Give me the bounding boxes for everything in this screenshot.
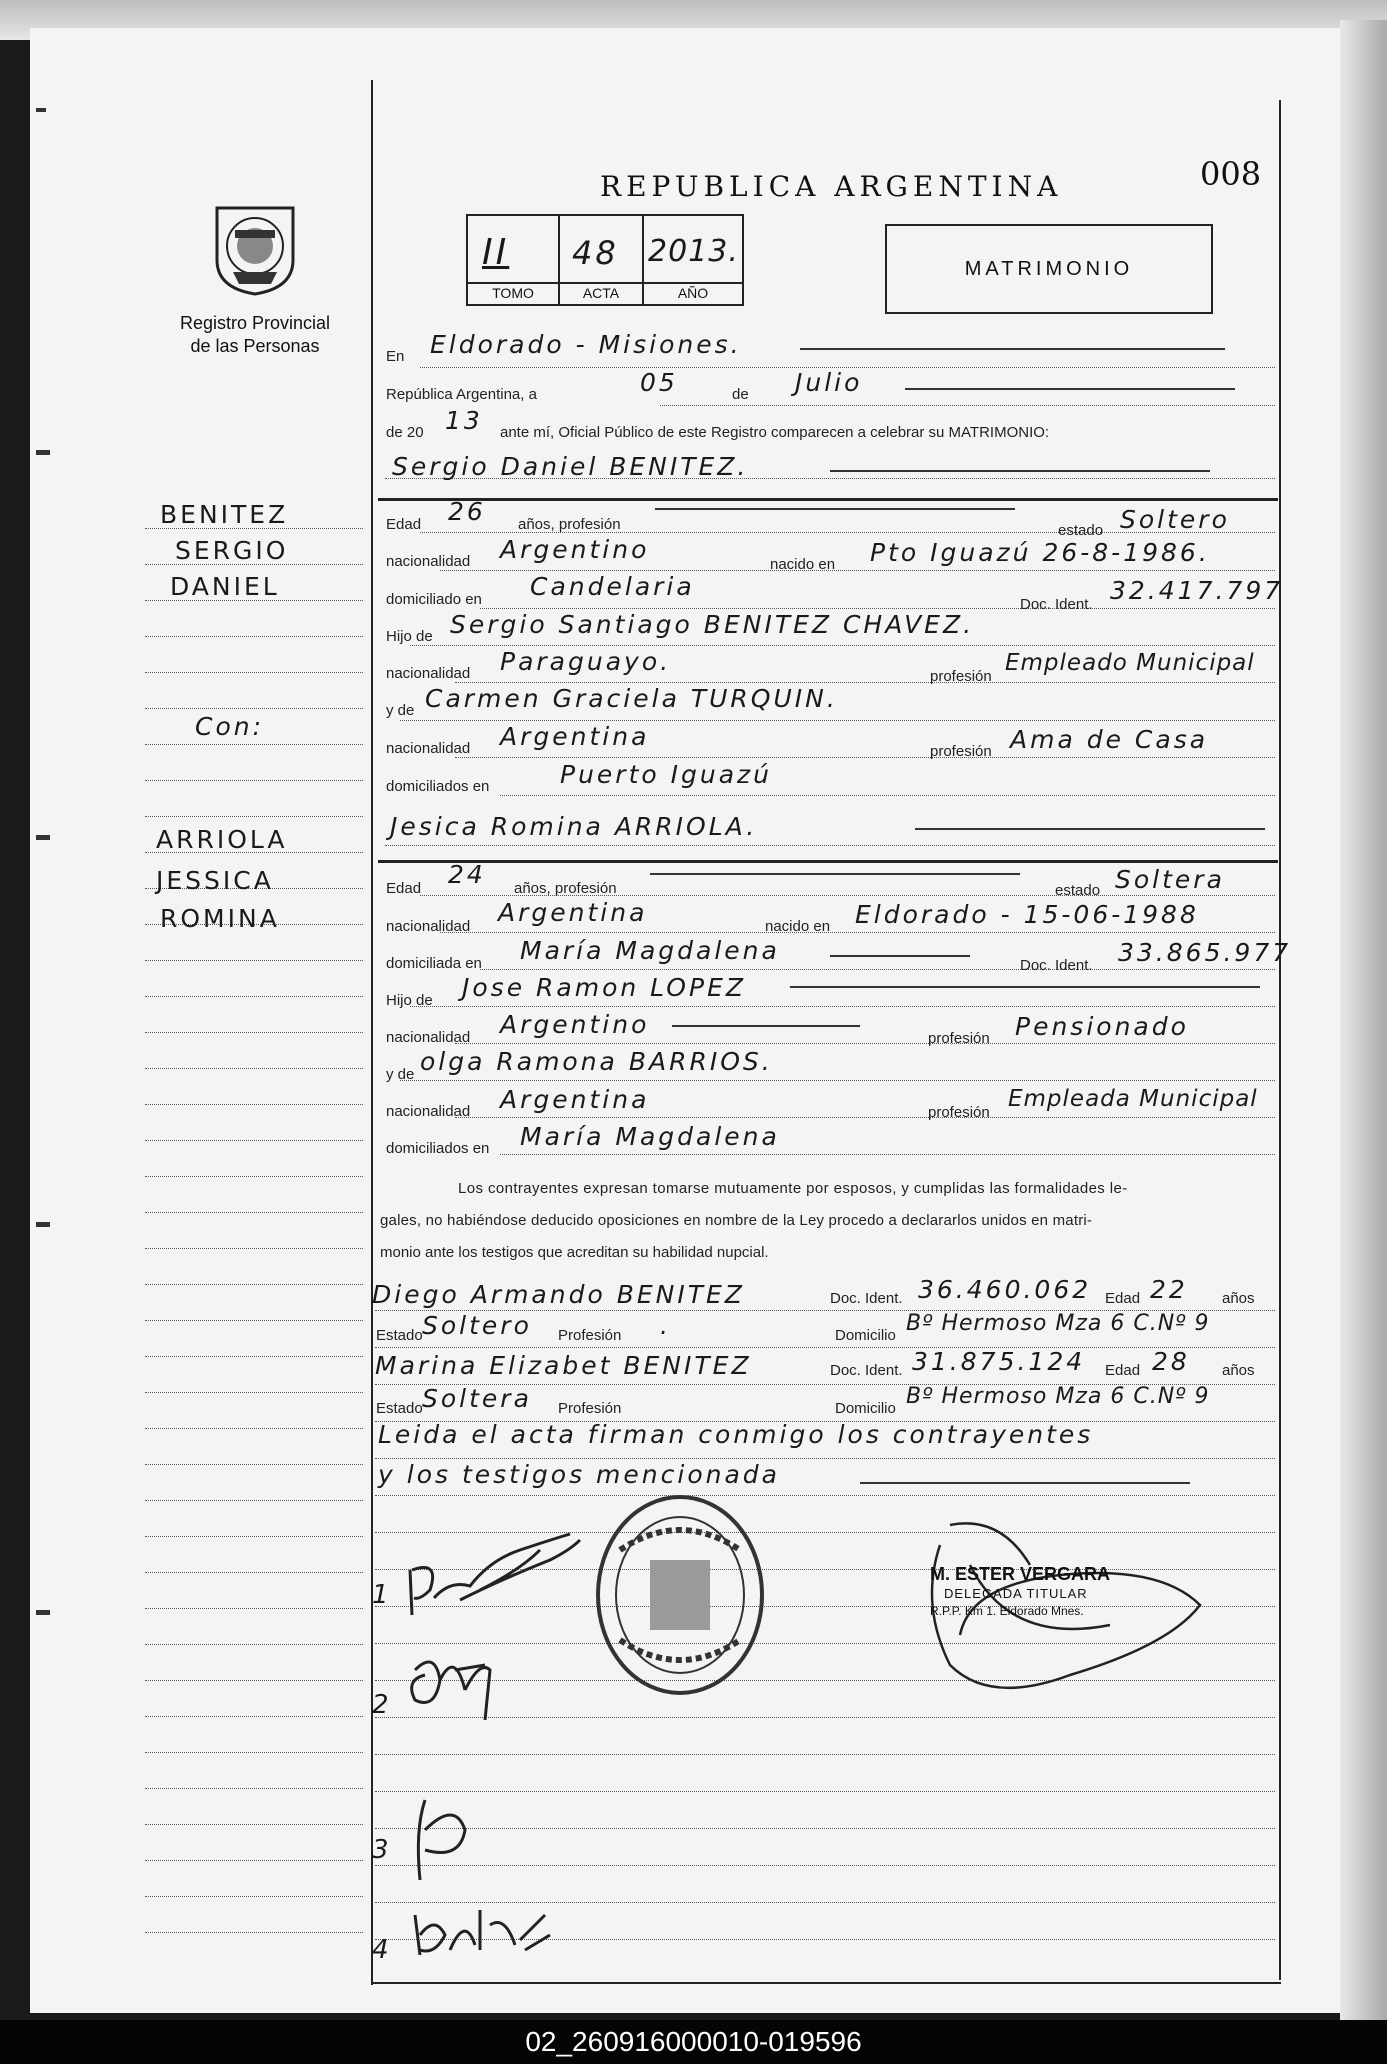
margin-rule xyxy=(145,1824,363,1825)
margin-rule xyxy=(145,1212,363,1213)
groom-doc: 32.417.797 xyxy=(1110,576,1284,605)
bride-father-nac: Argentino xyxy=(500,1010,650,1039)
bride-nacionalidad: Argentina xyxy=(498,898,648,927)
witness1-doc-label: Doc. Ident. xyxy=(830,1290,903,1307)
binding-mark xyxy=(36,450,50,455)
groom-father-prof-label: profesión xyxy=(930,668,992,685)
groom-mother: Carmen Graciela TURQUIN. xyxy=(425,684,838,713)
margin-rule xyxy=(145,1752,363,1753)
margin-rule xyxy=(145,1500,363,1501)
stamp-name: M. ESTER VERGARA xyxy=(930,1564,1111,1584)
signature-mark: 1 xyxy=(372,1580,392,1610)
bride-mother: olga Ramona BARRIOS. xyxy=(420,1047,773,1076)
tomo-label: TOMO xyxy=(492,285,534,301)
document-type-box xyxy=(885,224,1213,314)
margin-rule xyxy=(145,1860,363,1861)
margin-groom-name1: SERGIO xyxy=(175,536,289,565)
margin-rule xyxy=(145,1464,363,1465)
body-rule xyxy=(400,720,1275,721)
bottom-border-line xyxy=(371,1982,1281,1984)
witness1-domicilio-label: Domicilio xyxy=(835,1327,896,1344)
margin-groom-name2: DANIEL xyxy=(170,572,280,601)
margin-rule xyxy=(145,1068,363,1069)
margin-rule xyxy=(145,636,363,637)
year-suffix: 13 xyxy=(445,406,483,435)
margin-rule xyxy=(145,1608,363,1609)
margin-rule xyxy=(145,1644,363,1645)
bride-hijo-label: Hijo de xyxy=(386,992,433,1009)
bride-domiciliada-label: domiciliada en xyxy=(386,955,482,972)
margin-rule xyxy=(145,1032,363,1033)
fill-stroke xyxy=(830,470,1210,472)
body-rule xyxy=(480,608,1275,609)
closing-line2: y los testigos mencionada xyxy=(378,1460,780,1489)
signature-mark: 2 xyxy=(372,1690,392,1720)
margin-rule xyxy=(145,1788,363,1789)
margin-rule xyxy=(145,1680,363,1681)
fill-stroke xyxy=(800,348,1225,350)
bride-nacido: Eldorado - 15-06-1988 xyxy=(855,900,1199,929)
bride-anios-profesion-label: años, profesión xyxy=(514,880,617,897)
tomo-value: II xyxy=(482,232,510,273)
scan-identifier: 02_260916000010-019596 xyxy=(0,2020,1387,2064)
body-rule xyxy=(375,1754,1275,1755)
body-rule xyxy=(400,1080,1275,1081)
witness1-estado-label: Estado xyxy=(376,1327,423,1344)
witness1-edad-label: Edad xyxy=(1105,1290,1141,1307)
margin-rule xyxy=(145,744,363,745)
stamp-title: DELEGADA TITULAR xyxy=(944,1586,1088,1601)
groom-hijo-label: Hijo de xyxy=(386,628,433,645)
groom-yde-label: y de xyxy=(386,702,415,719)
groom-father-nac: Paraguayo. xyxy=(500,647,672,676)
witness2-edad-label: Edad xyxy=(1105,1362,1141,1379)
groom-father-prof: Empleado Municipal xyxy=(1005,650,1255,676)
margin-rule xyxy=(145,1248,363,1249)
margin-rule xyxy=(145,1932,363,1933)
stamp-office: R.P.P. Km 1. Eldorado Mnes. xyxy=(930,1604,1084,1618)
margin-rule xyxy=(145,672,363,673)
registry-name-line1: Registro Provincial xyxy=(179,313,331,333)
margin-groom-surname: BENITEZ xyxy=(160,500,289,529)
declaration-line3: monio ante los testigos que acreditan su habilidad nupcial. xyxy=(380,1244,769,1261)
right-border-line xyxy=(1279,100,1281,1980)
book-page-edge xyxy=(1340,20,1387,2020)
witness1-anios-label: años xyxy=(1222,1290,1255,1307)
margin-con: Con: xyxy=(195,712,265,741)
registry-name-line2: de las Personas xyxy=(190,336,320,356)
signature-icon xyxy=(395,1895,565,1965)
page-number: 008 xyxy=(1200,155,1262,193)
bride-nacido-label: nacido en xyxy=(765,918,831,935)
signature-icon xyxy=(395,1640,515,1730)
bride-parents-dom-label: domiciliados en xyxy=(386,1140,490,1157)
bride-estado: Soltera xyxy=(1115,865,1225,894)
witness1-name: Diego Armando BENITEZ xyxy=(372,1280,745,1309)
en-label: En xyxy=(386,348,405,365)
body-rule xyxy=(455,1043,1275,1044)
binding-mark xyxy=(36,1222,50,1227)
appearance-text: ante mí, Oficial Público de este Registro comparecen a celebrar su MATRIMONIO: xyxy=(500,424,1050,441)
binding-mark xyxy=(36,835,50,840)
witness2-estado: Soltera xyxy=(422,1384,532,1413)
margin-rule xyxy=(145,816,363,817)
body-rule xyxy=(375,1458,1275,1459)
de-label: de xyxy=(732,386,749,403)
body-rule xyxy=(410,1006,1275,1007)
margin-rule xyxy=(145,1572,363,1573)
witness1-domicilio: Bº Hermoso Mza 6 C.Nº 9 xyxy=(906,1311,1210,1336)
anio-label: AÑO xyxy=(677,285,709,301)
body-rule xyxy=(375,1347,1275,1348)
bride-doc: 33.865.977 xyxy=(1118,938,1292,967)
groom-mother-prof-label: profesión xyxy=(930,743,992,760)
margin-rule xyxy=(145,1284,363,1285)
fill-stroke xyxy=(830,955,970,957)
groom-nacionalidad-label: nacionalidad xyxy=(386,553,471,570)
bride-father-prof-label: profesión xyxy=(928,1030,990,1047)
fill-stroke xyxy=(860,1482,1190,1484)
groom-parents-dom-label: domiciliados en xyxy=(386,778,490,795)
witness2-age: 28 xyxy=(1152,1347,1190,1376)
witness2-doc-label: Doc. Ident. xyxy=(830,1362,903,1379)
bride-edad-label: Edad xyxy=(386,880,422,897)
body-rule xyxy=(385,845,1275,846)
margin-rule xyxy=(145,960,363,961)
body-rule xyxy=(455,1117,1275,1118)
body-rule xyxy=(375,1495,1275,1496)
bride-estado-label: estado xyxy=(1055,882,1101,899)
fill-stroke xyxy=(672,1025,860,1027)
margin-rule xyxy=(145,1392,363,1393)
bride-yde-label: y de xyxy=(386,1066,415,1083)
groom-name: Sergio Daniel BENITEZ. xyxy=(392,452,749,481)
record-id-box xyxy=(466,214,744,306)
witness1-age: 22 xyxy=(1150,1275,1188,1304)
groom-mother-nac-label: nacionalidad xyxy=(386,740,471,757)
groom-estado: Soltero xyxy=(1120,505,1230,534)
official-seal-icon xyxy=(590,1490,770,1700)
bride-mother-prof: Empleada Municipal xyxy=(1008,1086,1258,1112)
witness1-profesion-label: Profesión xyxy=(558,1327,622,1344)
bride-father-prof: Pensionado xyxy=(1015,1012,1189,1041)
body-rule xyxy=(410,645,1275,646)
witness2-anios-label: años xyxy=(1222,1362,1255,1379)
margin-bride-name1: JESSICA xyxy=(156,866,274,895)
witness1-estado: Soltero xyxy=(422,1311,532,1340)
section-divider xyxy=(378,498,1278,501)
binding-mark xyxy=(36,108,46,112)
margin-rule xyxy=(145,1896,363,1897)
groom-domicilio: Candelaria xyxy=(530,572,695,601)
bride-nacionalidad-label: nacionalidad xyxy=(386,918,471,935)
declaration-line1: Los contrayentes expresan tomarse mutuamente por esposos, y cumplidas las formalidades le- xyxy=(458,1180,1128,1197)
signature-icon xyxy=(400,1520,590,1630)
margin-rule xyxy=(145,708,363,709)
bride-age: 24 xyxy=(448,860,486,889)
groom-age: 26 xyxy=(448,497,486,526)
bride-mother-nac: Argentina xyxy=(500,1085,650,1114)
witness1-profesion: . xyxy=(660,1311,671,1340)
margin-rule xyxy=(145,1536,363,1537)
groom-father: Sergio Santiago BENITEZ CHAVEZ. xyxy=(450,610,975,639)
fill-stroke xyxy=(915,828,1265,830)
body-rule xyxy=(500,1154,1275,1155)
margin-bride-surname: ARRIOLA xyxy=(156,825,288,854)
closing-line1: Leida el acta firman conmigo los contrayentes xyxy=(378,1420,1094,1449)
fill-stroke xyxy=(905,388,1235,390)
margin-rule xyxy=(145,780,363,781)
country-title: REPUBLICA ARGENTINA xyxy=(600,170,1063,203)
signature-mark: 4 xyxy=(372,1935,392,1965)
acta-label: ACTA xyxy=(582,285,620,301)
body-rule xyxy=(455,682,1275,683)
anio-value: 2013. xyxy=(648,234,739,269)
margin-rule xyxy=(145,1716,363,1717)
witness2-name: Marina Elizabet BENITEZ xyxy=(375,1351,752,1380)
groom-edad-label: Edad xyxy=(386,516,422,533)
province-logo xyxy=(213,200,297,296)
groom-doc-label: Doc. Ident. xyxy=(1020,596,1093,613)
republica-label: República Argentina, a xyxy=(386,386,537,403)
groom-nacido: Pto Iguazú 26-8-1986. xyxy=(870,538,1210,567)
witness2-domicilio-label: Domicilio xyxy=(835,1400,896,1417)
acta-value: 48 xyxy=(572,234,619,272)
body-rule xyxy=(500,795,1275,796)
groom-domiciliado-label: domiciliado en xyxy=(386,591,482,608)
margin-rule xyxy=(145,1320,363,1321)
body-rule xyxy=(440,932,1275,933)
document-type: MATRIMONIO xyxy=(964,258,1134,280)
witness2-domicilio: Bº Hermoso Mza 6 C.Nº 9 xyxy=(906,1384,1210,1409)
fill-stroke xyxy=(655,508,1015,510)
groom-estado-label: estado xyxy=(1058,522,1104,539)
witness2-doc: 31.875.124 xyxy=(912,1347,1086,1376)
bride-name: Jesica Romina ARRIOLA. xyxy=(390,812,758,841)
bride-mother-nac-label: nacionalidad xyxy=(386,1103,471,1120)
day-value: 05 xyxy=(640,368,678,397)
bride-domicilio: María Magdalena xyxy=(520,936,780,965)
place-value: Eldorado - Misiones. xyxy=(430,330,742,359)
margin-rule xyxy=(145,1428,363,1429)
bride-doc-label: Doc. Ident. xyxy=(1020,957,1093,974)
margin-rule xyxy=(145,1356,363,1357)
body-rule xyxy=(440,570,1275,571)
shield-icon xyxy=(213,200,297,296)
section-divider xyxy=(378,860,1278,863)
groom-nacido-label: nacido en xyxy=(770,556,836,573)
bride-father: Jose Ramon LOPEZ xyxy=(462,973,746,1002)
margin-bride-name2: ROMINA xyxy=(160,904,280,933)
binding-mark xyxy=(36,1610,50,1615)
witness1-doc: 36.460.062 xyxy=(918,1275,1092,1304)
witness2-estado-label: Estado xyxy=(376,1400,423,1417)
groom-mother-prof: Ama de Casa xyxy=(1010,725,1209,754)
body-rule xyxy=(480,969,1275,970)
margin-rule xyxy=(145,1176,363,1177)
witness2-profesion-label: Profesión xyxy=(558,1400,622,1417)
declaration-line2: gales, no habiéndose deducido oposiciones en nombre de la Ley procedo a declararlos unidos en matri- xyxy=(380,1212,1093,1229)
groom-parents-dom: Puerto Iguazú xyxy=(560,760,772,789)
groom-nacionalidad: Argentino xyxy=(500,535,650,564)
groom-anios-profesion-label: años, profesión xyxy=(518,516,621,533)
margin-rule xyxy=(145,996,363,997)
signature-icon xyxy=(395,1790,515,1890)
margin-rule xyxy=(145,1140,363,1141)
groom-mother-nac: Argentina xyxy=(500,722,650,751)
body-rule xyxy=(455,757,1275,758)
bride-mother-prof-label: profesión xyxy=(928,1104,990,1121)
fill-stroke xyxy=(650,873,1020,875)
margin-rule xyxy=(145,1104,363,1105)
bride-parents-dom: María Magdalena xyxy=(520,1122,780,1151)
month-value: Julio xyxy=(795,368,863,397)
year-prefix: de 20 xyxy=(386,424,424,441)
bride-father-nac-label: nacionalidad xyxy=(386,1029,471,1046)
groom-father-nac-label: nacionalidad xyxy=(386,665,471,682)
signature-mark: 3 xyxy=(372,1835,392,1865)
fill-stroke xyxy=(790,986,1260,988)
body-rule xyxy=(660,405,1275,406)
